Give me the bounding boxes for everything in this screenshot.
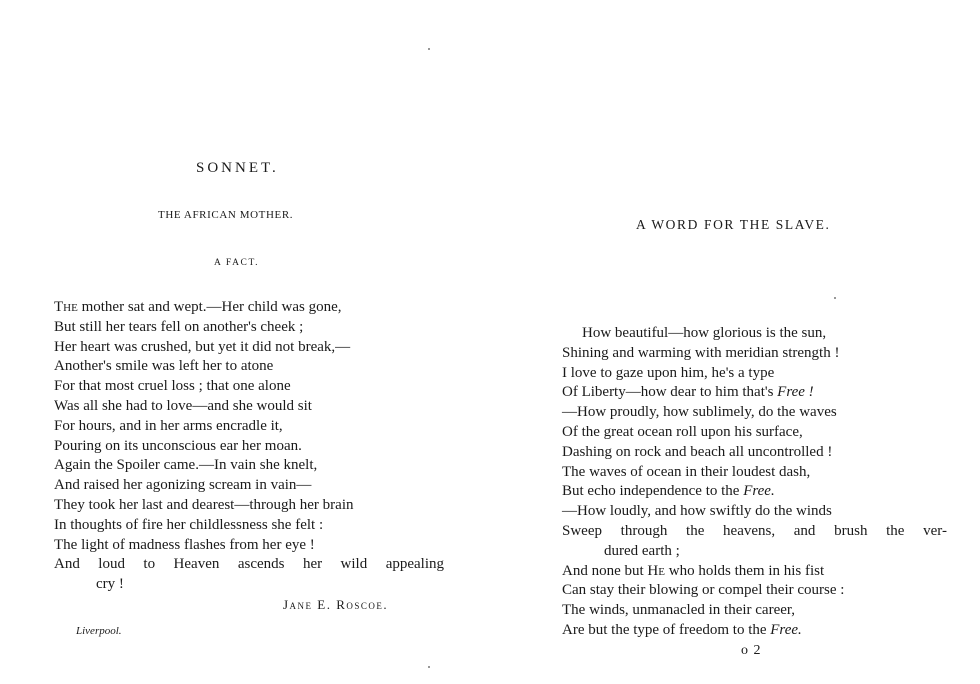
sonnet-note: A FACT. xyxy=(214,258,260,268)
poem-line: In thoughts of fire her childlessness she felt : xyxy=(54,516,324,533)
page-number: o 2 xyxy=(741,643,762,658)
poem-line-text: And none but xyxy=(562,562,644,579)
poem-line: cry ! xyxy=(96,576,124,593)
poem-line-text: mother sat and wept.—Her child was gone, xyxy=(81,299,342,315)
sonnet-title: SONNET. xyxy=(196,160,279,176)
poem-line xyxy=(54,298,444,318)
poem-line: Again the Spoiler came.—In vain she knelt, xyxy=(54,457,318,474)
poem-line: The light of madness flashes from her eye ! xyxy=(54,536,315,553)
poem-line: Shining and warming with meridian strength ! xyxy=(562,344,840,361)
poem-line: —How proudly, how sublimely, do the waves xyxy=(562,404,837,421)
emphasis-word: Free. xyxy=(743,483,775,500)
poem-title: A WORD FOR THE SLAVE. xyxy=(636,217,831,232)
poem-line: Pouring on its unconscious ear her moan. xyxy=(54,437,302,454)
poem-line xyxy=(562,621,947,641)
poem-line-text: But echo independence to the xyxy=(562,483,740,500)
emphasis-word: Free. xyxy=(770,621,802,638)
poem-line: Dashing on rock and beach all uncontrolled ! xyxy=(562,443,833,460)
poem-line: I love to gaze upon him, he's a type xyxy=(562,364,775,381)
poem-line xyxy=(562,482,947,502)
poem-line: The waves of ocean in their loudest dash, xyxy=(562,463,811,480)
poem-line-text: Are but the type of freedom to the xyxy=(562,621,767,638)
poem-line: Can stay their blowing or compel their course : xyxy=(562,582,845,599)
poem-line-text: Of Liberty—how dear to him that's xyxy=(562,384,774,401)
paper-speck xyxy=(428,48,430,50)
poem-line: But still her tears fell on another's cheek ; xyxy=(54,318,304,335)
emphasis-word: Free ! xyxy=(777,384,814,401)
poem-line: For that most cruel loss ; that one alone xyxy=(54,378,291,395)
poem-line: The winds, unmanacled in their career, xyxy=(562,602,796,619)
sonnet-poem xyxy=(54,298,444,595)
poem-line-text: who holds them in his fist xyxy=(668,562,825,579)
poem-line: Her heart was crushed, but yet it did not break,— xyxy=(54,338,351,355)
emphasis-word: He xyxy=(647,562,665,579)
author-signature: Jane E. Roscoe. xyxy=(283,597,389,612)
poem-line: They took her last and dearest—through her brain xyxy=(54,496,354,513)
poem-line: For hours, and in her arms encradle it, xyxy=(54,417,283,434)
slave-poem xyxy=(562,324,947,641)
paper-speck xyxy=(428,666,430,668)
poem-line: And loud to Heaven ascends her wild appealing xyxy=(54,556,444,573)
poem-line: Another's smile was left her to atone xyxy=(54,358,274,375)
sonnet-subtitle: THE AFRICAN MOTHER. xyxy=(158,209,294,221)
poem-line: Of the great ocean roll upon his surface, xyxy=(562,423,803,440)
poem-line: And raised her agonizing scream in vain— xyxy=(54,477,312,494)
place-name: Liverpool. xyxy=(76,625,122,637)
poem-line: How beautiful—how glorious is the sun, xyxy=(582,325,827,341)
poem-line: —How loudly, and how swiftly do the winds xyxy=(562,503,832,520)
poem-line: dured earth ; xyxy=(604,542,680,559)
poem-line: Sweep through the heavens, and brush the ver- xyxy=(562,522,947,539)
paper-speck xyxy=(834,297,836,299)
right-page xyxy=(490,0,980,684)
poem-first-word: The xyxy=(54,299,78,315)
poem-line: Was all she had to love—and she would sit xyxy=(54,397,312,414)
poem-line xyxy=(562,562,947,582)
poem-line xyxy=(562,383,947,403)
